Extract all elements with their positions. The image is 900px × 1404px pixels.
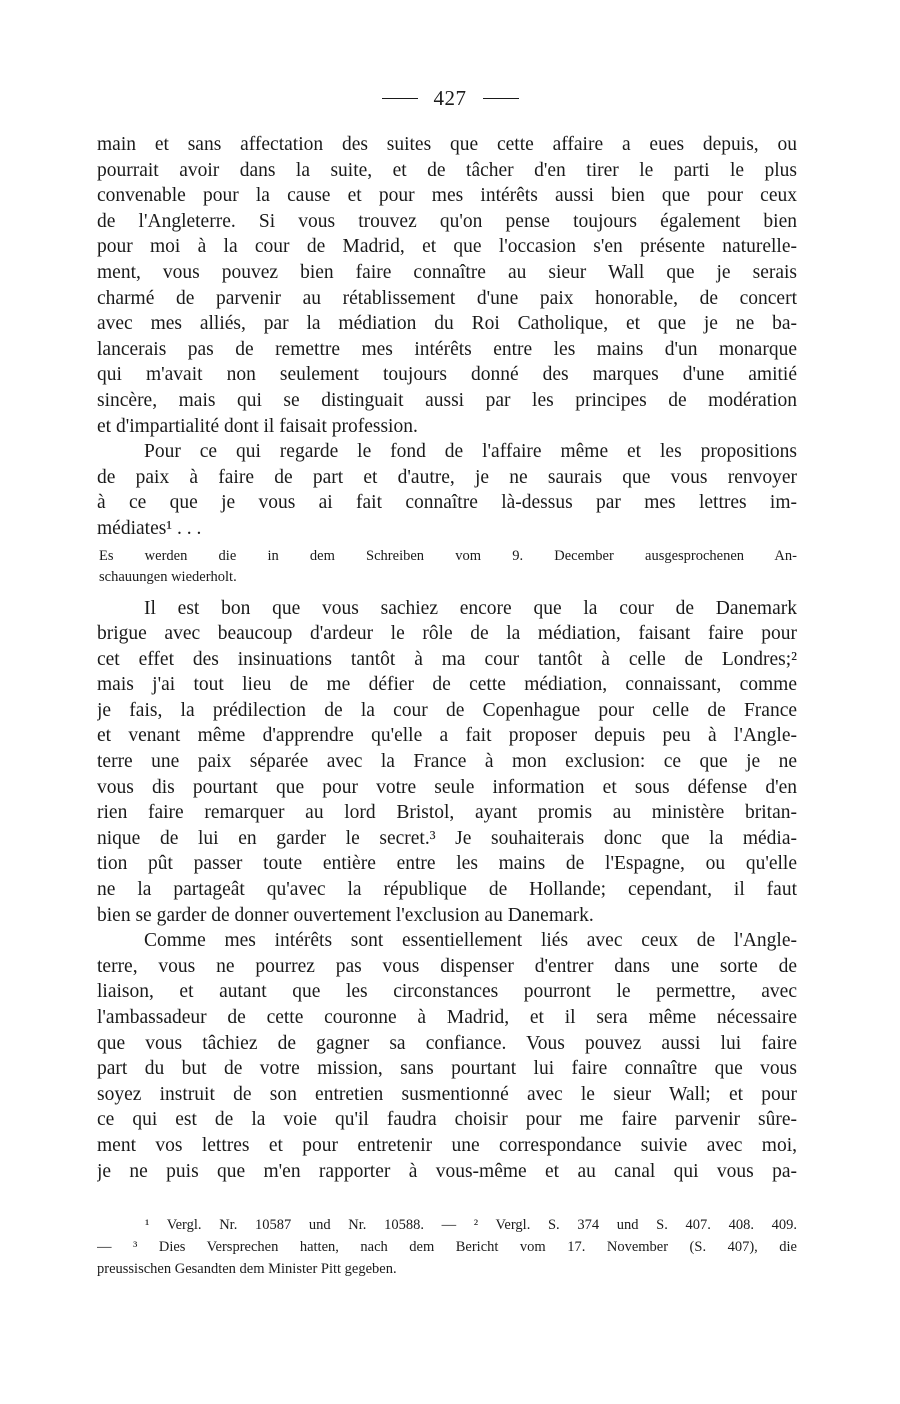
text-line: lancerais pas de remettre mes intérêts entre les mains d'un monarque [97,338,797,360]
text-line: part du but de votre mission, sans pourtant lui faire connaître que vous [97,1058,797,1080]
text-line: de l'Angleterre. Si vous trouvez qu'on pense toujours également bien [97,210,797,232]
text-line: liaison, et autant que les circonstances pourront le permettre, avec [97,981,797,1003]
text-line: bien se garder de donner ouvertement l'exclusion au Danemark. [97,904,594,926]
text-line: mais j'ai tout lieu de me défier de cette médiation, connaissant, comme [97,674,797,696]
text-line: de paix à faire de part et d'autre, je ne saurais que vous renvoyer [97,466,797,488]
header-rule-left [382,98,418,100]
text-line: à ce que je vous ai fait connaître là-dessus par mes lettres im- [97,492,797,514]
footnote-line: — ³ Dies Versprechen hatten, nach dem Bericht vom 17. November (S. 407), die [97,1239,797,1255]
text-line: cet effet des insinuations tantôt à ma cour tantôt à celle de Londres;² [97,648,797,670]
text-line: soyez instruit de son entretien susmentionné avec le sieur Wall; et pour [97,1083,797,1105]
text-line: Il est bon que vous sachiez encore que la cour de Danemark [144,597,797,619]
paragraph-4 [97,928,797,1184]
text-line: ne la partageât qu'avec la république de Hollande; cependant, il faut [97,879,797,901]
paragraph-2 [97,439,797,541]
text-line: qui m'avait non seulement toujours donné des marques d'une amitié [97,364,797,386]
note-line: schauungen wiederholt. [99,568,237,585]
footnote-line: preussischen Gesandten dem Minister Pitt gegeben. [97,1261,397,1277]
paragraph-1 [97,132,797,439]
text-line: que vous tâchiez de gagner sa confiance. Vous pouvez aussi lui faire [97,1032,797,1054]
text-line: sincère, mais qui se distinguait aussi par les principes de modération [97,389,797,411]
text-line: vous dis pourtant que pour votre seule information et sous défense d'en [97,776,797,798]
text-line: terre, vous ne pourrez pas vous dispenser d'entrer dans une sorte de [97,955,797,977]
text-line: Comme mes intérêts sont essentiellement liés avec ceux de l'Angle- [144,930,797,952]
text-line: je ne puis que m'en rapporter à vous-même et au canal qui vous pa- [97,1160,797,1182]
editor-note [97,546,797,588]
text-line: pour moi à la cour de Madrid, et que l'occasion s'en présente naturelle- [97,236,797,258]
text-line: je fais, la prédilection de la cour de Copenhague pour celle de France [97,699,797,721]
text-line: terre une paix séparée avec la France à mon exclusion: ce que je ne [97,751,797,773]
text-line: Pour ce qui regarde le fond de l'affaire même et les propositions [144,441,797,463]
text-line: et venant même d'apprendre qu'elle a fait proposer depuis peu à l'Angle- [97,725,797,747]
text-line: convenable pour la cause et pour mes intérêts aussi bien que pour ceux [97,185,797,207]
footnotes [97,1214,797,1280]
text-line: ment, vous pouvez bien faire connaître au sieur Wall que je serais [97,261,797,283]
text-line: l'ambassadeur de cette couronne à Madrid, et il sera même nécessaire [97,1007,797,1028]
text-line: main et sans affectation des suites que cette affaire a eues depuis, ou [97,134,797,155]
header-rule-right [483,98,519,100]
text-line: avec mes alliés, par la médiation du Roi Catholique, et que je ne ba- [97,313,797,335]
note-line: Es werden die in dem Schreiben vom 9. December ausgesprochenen An- [99,547,797,564]
text-line: ment vos lettres et pour entretenir une correspondance suivie avec moi, [97,1134,797,1156]
body-text [97,132,797,1184]
text-line: nique de lui en garder le secret.³ Je souhaiterais donc que la média- [97,827,797,849]
page-number: 427 [433,86,467,110]
page-header [0,86,900,111]
text-line: tion pût passer toute entière entre les mains de l'Espagne, ou qu'elle [97,853,797,875]
text-line: ce qui est de la voie qu'il faudra choisir pour me faire parvenir sûre- [97,1109,797,1131]
text-line: pourrait avoir dans la suite, et de tâcher d'en tirer le parti le plus [97,159,797,181]
text-line: rien faire remarquer au lord Bristol, ayant promis au ministère britan- [97,802,797,824]
text-line: médiates¹ . . . [97,517,202,539]
footnote-line: ¹ Vergl. Nr. 10587 und Nr. 10588. — ² Vergl. S. 374 und S. 407. 408. 409. [145,1217,797,1233]
text-line: et d'impartialité dont il faisait profession. [97,415,418,437]
paragraph-3 [97,596,797,929]
text-line: brigue avec beaucoup d'ardeur le rôle de la médiation, faisant faire pour [97,623,797,645]
text-line: charmé de parvenir au rétablissement d'une paix honorable, de concert [97,287,797,309]
